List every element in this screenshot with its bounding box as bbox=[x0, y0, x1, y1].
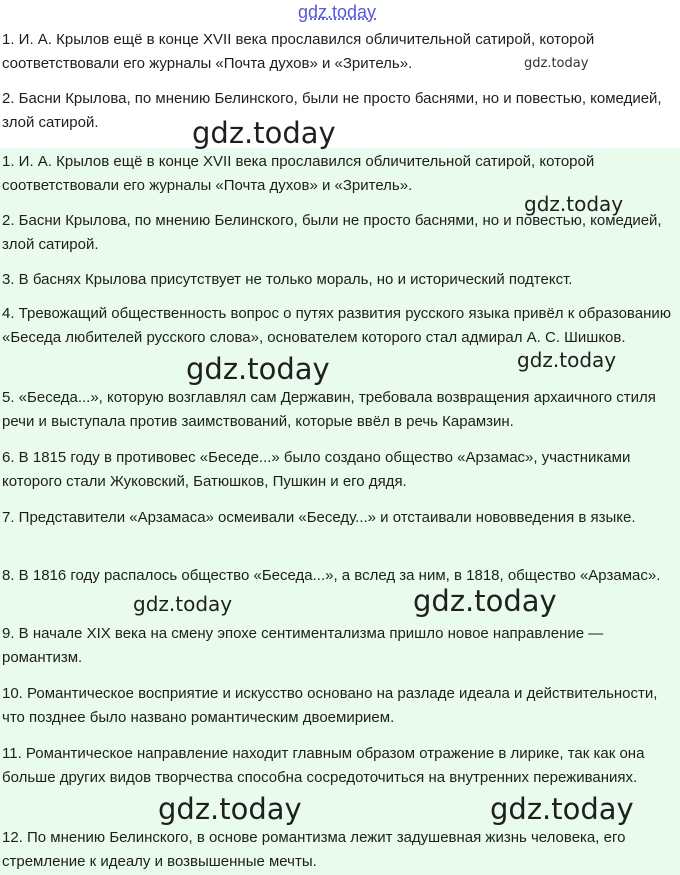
watermark: gdz.today bbox=[192, 116, 336, 150]
watermark: gdz.today bbox=[524, 56, 589, 71]
list-item-5: 5. «Беседа...», которую возглавлял сам Державин, требовала возвращения архаичного стиля речи и выступала против заимствований, которые ввёл в речь Карамзин. bbox=[2, 389, 656, 430]
list-item-11: 11. Романтическое направление находит главным образом отражение в лирике, так как она больше других видов творчества способна сосредоточиться на внутренних переживаниях. bbox=[2, 745, 645, 786]
watermark: gdz.today bbox=[524, 192, 624, 216]
top-list-item-1: 1. И. А. Крылов ещё в конце XVII века прославился обличительной сатирой, которой соответствовали его журналы «Почта духов» и «Зритель». bbox=[2, 31, 595, 72]
watermark: gdz.today bbox=[158, 792, 302, 826]
watermark: gdz.today bbox=[517, 348, 617, 372]
list-item-12: 12. По мнению Белинского, в основе романтизма лежит задушевная жизнь человека, его стремление к идеалу и возвышенные мечты. bbox=[2, 829, 626, 870]
watermark: gdz.today bbox=[133, 592, 233, 616]
list-item-8: 8. В 1816 году распалось общество «Беседа...», а вслед за ним, в 1818, общество «Арзамас». bbox=[2, 567, 661, 584]
list-item-3: 3. В баснях Крылова присутствует не только мораль, но и исторический подтекст. bbox=[2, 271, 573, 288]
top-list-item-2: 2. Басни Крылова, по мнению Белинского, были не просто баснями, но и повестью, комедией, злой сатирой. bbox=[2, 90, 662, 131]
list-item-4: 4. Тревожащий общественность вопрос о путях развития русского языка привёл к образованию «Беседа любителей русского слова», основателем которого стал адмирал А. С. Шишков. bbox=[2, 305, 671, 346]
list-item-7: 7. Представители «Арзамаса» осмеивали «Беседу...» и отстаивали нововведения в языке. bbox=[2, 509, 636, 526]
list-item-10: 10. Романтическое восприятие и искусство основано на разладе идеала и действительности, что позднее было названо романтическим двоемирием. bbox=[2, 685, 658, 726]
watermark: gdz.today bbox=[490, 792, 634, 826]
list-item-1: 1. И. А. Крылов ещё в конце XVII века прославился обличительной сатирой, которой соответствовали его журналы «Почта духов» и «Зритель». bbox=[2, 153, 595, 194]
list-item-2: 2. Басни Крылова, по мнению Белинского, были не просто баснями, но и повестью, комедией, злой сатирой. bbox=[2, 212, 662, 253]
watermark: gdz.today bbox=[186, 352, 330, 386]
list-item-6: 6. В 1815 году в противовес «Беседе...» было создано общество «Арзамас», участниками которого стали Жуковский, Батюшков, Пушкин и его дядя. bbox=[2, 449, 631, 490]
watermark: gdz.today bbox=[413, 584, 557, 618]
list-item-9: 9. В начале XIX века на смену эпохе сентиментализма пришло новое направление — романтизм. bbox=[2, 625, 604, 666]
site-watermark-header: gdz.today bbox=[298, 2, 377, 22]
